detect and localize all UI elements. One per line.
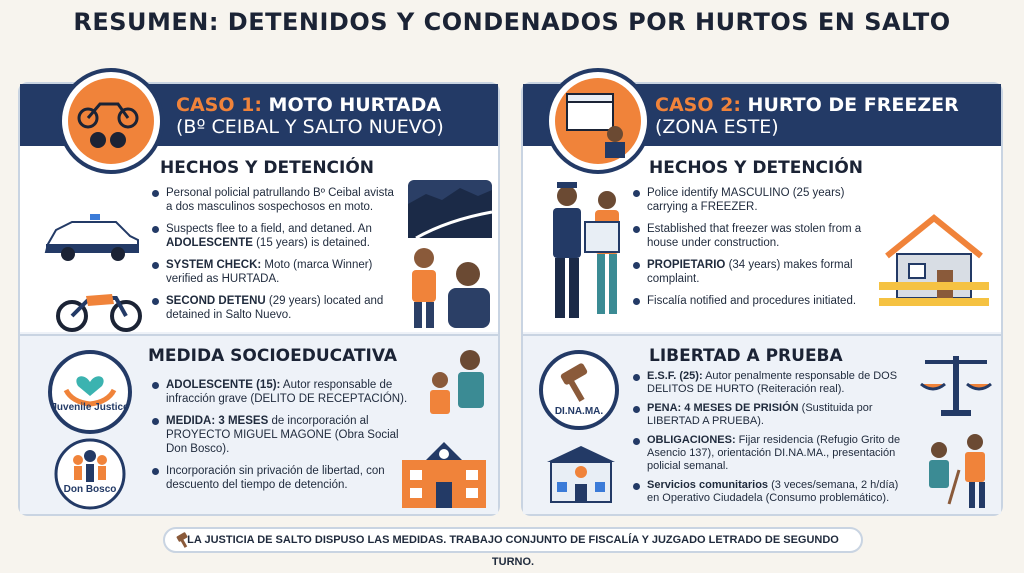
list-item: E.S.F. (25): Autor penalmente responsable de DOS DELITOS DE HURTO (Reiteración real).	[633, 370, 911, 396]
gavel-badge-icon	[539, 350, 619, 430]
case2-facts-list	[633, 186, 873, 316]
case1-facts-title: HECHOS Y DETENCIÓN	[160, 158, 375, 178]
list-item: ADOLESCENTE (15): Autor responsable de infracción grave (DELITO DE RECEPTACIÓN).	[152, 378, 408, 406]
case1-heading	[176, 94, 444, 138]
dinama-label: DI.NA.MA.	[554, 406, 604, 417]
list-item: PENA: 4 MESES DE PRISIÓN (Sustituida por LIBERTAD A PRUEBA).	[633, 402, 911, 428]
case2-panel	[521, 82, 1003, 516]
list-item: Servicios comunitarios (3 veces/semana, 2 h/día) en Operativo Ciudadela (Consumo problemático).	[633, 479, 911, 505]
list-item: Fiscalía notified and procedures initiated.	[633, 294, 873, 308]
heart-hands-icon	[48, 350, 132, 434]
page-title: RESUMEN: DETENIDOS Y CONDENADOS POR HURTOS EN SALTO	[73, 8, 951, 36]
case2-label: CASO 2:	[655, 94, 741, 116]
detainees-icon	[404, 244, 496, 330]
freezer-emblem	[545, 68, 651, 174]
gavel-icon	[175, 532, 193, 550]
case1-panel	[18, 82, 500, 516]
list-item: OBLIGACIONES: Fijar residencia (Refugio Grito de Asencio 137), orientación DI.NA.MA., presentación policial semanal.	[633, 434, 911, 473]
case1-measures-list	[152, 378, 408, 500]
case2-heading	[655, 94, 959, 138]
footer-note	[163, 527, 863, 568]
list-item: SECOND DETENU (29 years) located and detained in Salto Nuevo.	[152, 294, 402, 322]
motorcycle-icon	[54, 282, 144, 332]
scales-icon	[917, 348, 995, 420]
case2-measure-title: LIBERTAD A PRUEBA	[649, 346, 843, 366]
divider	[20, 334, 498, 336]
motorcycle-emblem-icon	[76, 94, 142, 154]
list-item: Personal policial patrullando Bº Ceibal avista a dos masculinos sospechosos en moto.	[152, 186, 402, 214]
list-item: Incorporación sin privación de libertad, con descuento del tiempo de detención.	[152, 464, 408, 492]
list-item: PROPIETARIO (34 years) makes formal complaint.	[633, 258, 873, 286]
case1-subtitle: (Bº CEIBAL Y SALTO NUEVO)	[176, 116, 444, 138]
list-item: SYSTEM CHECK: Moto (marca Winner) verified as HURTADA.	[152, 258, 402, 286]
case2-facts-title: HECHOS Y DETENCIÓN	[649, 158, 864, 178]
divider	[523, 334, 1001, 336]
list-item: MEDIDA: 3 MESES de incorporación al PROYECTO MIGUEL MAGONE (Obra Social Don Bosco).	[152, 414, 408, 456]
case1-title: MOTO HURTADA	[268, 94, 442, 116]
house-construction-icon	[879, 210, 989, 310]
school-building-icon	[396, 434, 492, 510]
case1-measure-title: MEDIDA SOCIOEDUCATIVA	[148, 346, 398, 366]
mentor-icon	[420, 348, 492, 426]
case2-subtitle: (ZONA ESTE)	[655, 116, 779, 138]
don-bosco-icon	[54, 438, 126, 510]
case2-measures-list	[633, 370, 911, 511]
list-item: Established that freezer was stolen from a house under construction.	[633, 222, 873, 250]
officer-icon	[545, 182, 631, 322]
juvenile-justice-label: Juvenile Justice	[51, 402, 129, 413]
list-item: Police identify MASCULINO (25 years) carrying a FREEZER.	[633, 186, 873, 214]
footer-text: LA JUSTICIA DE SALTO DISPUSO LAS MEDIDAS. TRABAJO CONJUNTO DE FISCALÍA Y JUZGADO LETRADO DE SEGUNDO TURNO.	[187, 534, 839, 568]
police-station-icon	[545, 444, 617, 504]
list-item: Suspects flee to a field, and detaned. An ADOLESCENTE (15 years) is detained.	[152, 222, 402, 250]
freezer-icon	[563, 90, 633, 160]
community-service-icon	[919, 430, 995, 510]
case1-label: CASO 1:	[176, 94, 262, 116]
case2-title: HURTO DE FREEZER	[747, 94, 959, 116]
police-car-icon	[42, 214, 142, 262]
case1-facts-list	[152, 186, 402, 330]
road-icon	[408, 180, 492, 238]
motorcycle-emblem	[58, 68, 164, 174]
don-bosco-label: Don Bosco	[63, 484, 117, 495]
